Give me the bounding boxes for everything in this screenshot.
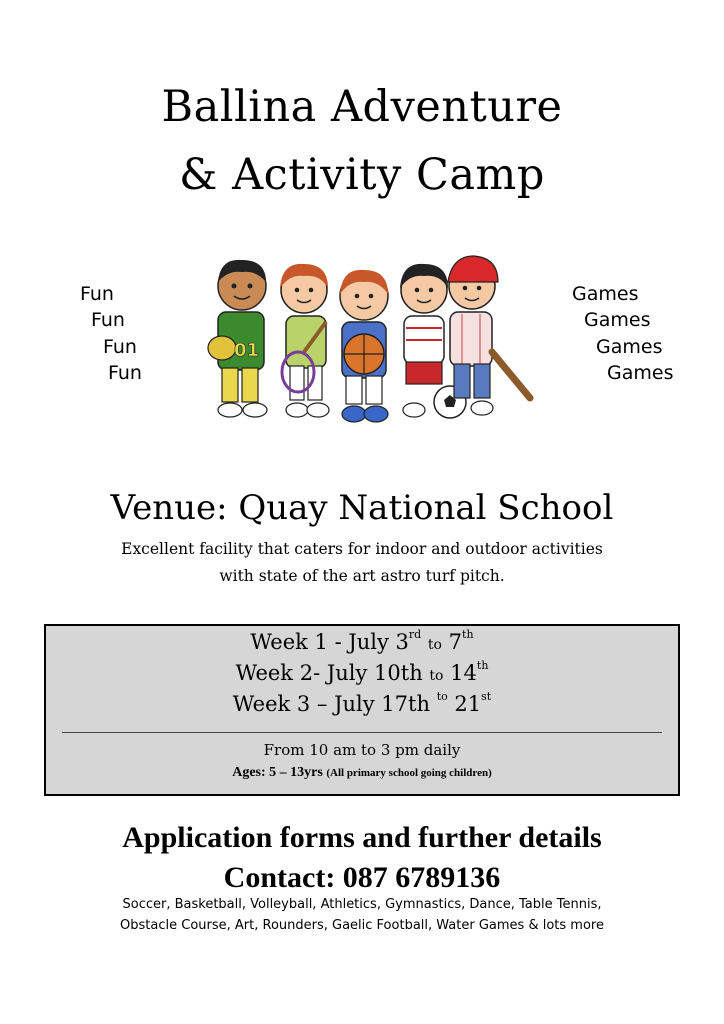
week-1-end: 7 <box>448 630 463 654</box>
kid-baseball-illustration <box>448 256 530 415</box>
week-3-end-suffix: st <box>481 690 492 703</box>
ages-note: (All primary school going children) <box>326 767 492 779</box>
week-1-label: Week 1 - July 3 <box>250 630 409 654</box>
games-word-4: Games <box>607 362 674 384</box>
week-2-to: to <box>429 668 444 684</box>
week-2-end-suffix: th <box>476 659 489 672</box>
games-word-2: Games <box>584 309 651 331</box>
daily-hours: From 10 am to 3 pm daily <box>263 741 461 759</box>
games-word-3: Games <box>596 336 663 358</box>
activities-line-2: Obstacle Course, Art, Rounders, Gaelic Football, Water Games & lots more <box>120 918 604 933</box>
week-2-label: Week 2- July 10th <box>235 661 423 685</box>
jersey-number: 01 <box>234 340 260 361</box>
fun-word-1: Fun <box>80 283 114 305</box>
fun-word-2: Fun <box>91 309 125 331</box>
fun-word-4: Fun <box>108 362 142 384</box>
week-3-label: Week 3 – July 17th <box>232 692 430 716</box>
activities-line-1: Soccer, Basketball, Volleyball, Athletics, Gymnastics, Dance, Table Tennis, <box>122 897 602 912</box>
application-heading: Application forms and further details <box>122 821 602 854</box>
kid-basketball-illustration <box>340 270 388 422</box>
week-2 <box>46 659 678 690</box>
ages-label: Ages: 5 – 13yrs <box>232 765 323 780</box>
schedule-divider <box>62 732 662 733</box>
title-line-2: & Activity Camp <box>179 150 545 200</box>
kid-tennis-illustration <box>280 264 329 417</box>
title-line-1: Ballina Adventure <box>161 82 563 132</box>
contact-phone: Contact: 087 6789136 <box>223 861 501 894</box>
week-3-end: 21 <box>454 692 482 716</box>
week-1-start-suffix: rd <box>408 628 422 641</box>
ages-line <box>46 764 678 782</box>
facility-line-1: Excellent facility that caters for indoor and outdoor activities <box>121 540 603 558</box>
kids-illustration <box>200 252 536 432</box>
week-3-to: to <box>436 690 448 703</box>
week-1-end-suffix: th <box>462 628 474 641</box>
kid-football-illustration <box>208 260 267 417</box>
week-1 <box>46 628 678 659</box>
week-1-to: to <box>427 637 442 653</box>
week-2-end: 14 <box>450 661 477 685</box>
fun-word-3: Fun <box>103 336 137 358</box>
facility-line-2: with state of the art astro turf pitch. <box>219 567 505 585</box>
venue-heading: Venue: Quay National School <box>110 488 614 528</box>
week-3 <box>46 690 678 718</box>
games-word-1: Games <box>572 283 639 305</box>
schedule-box <box>44 624 680 796</box>
